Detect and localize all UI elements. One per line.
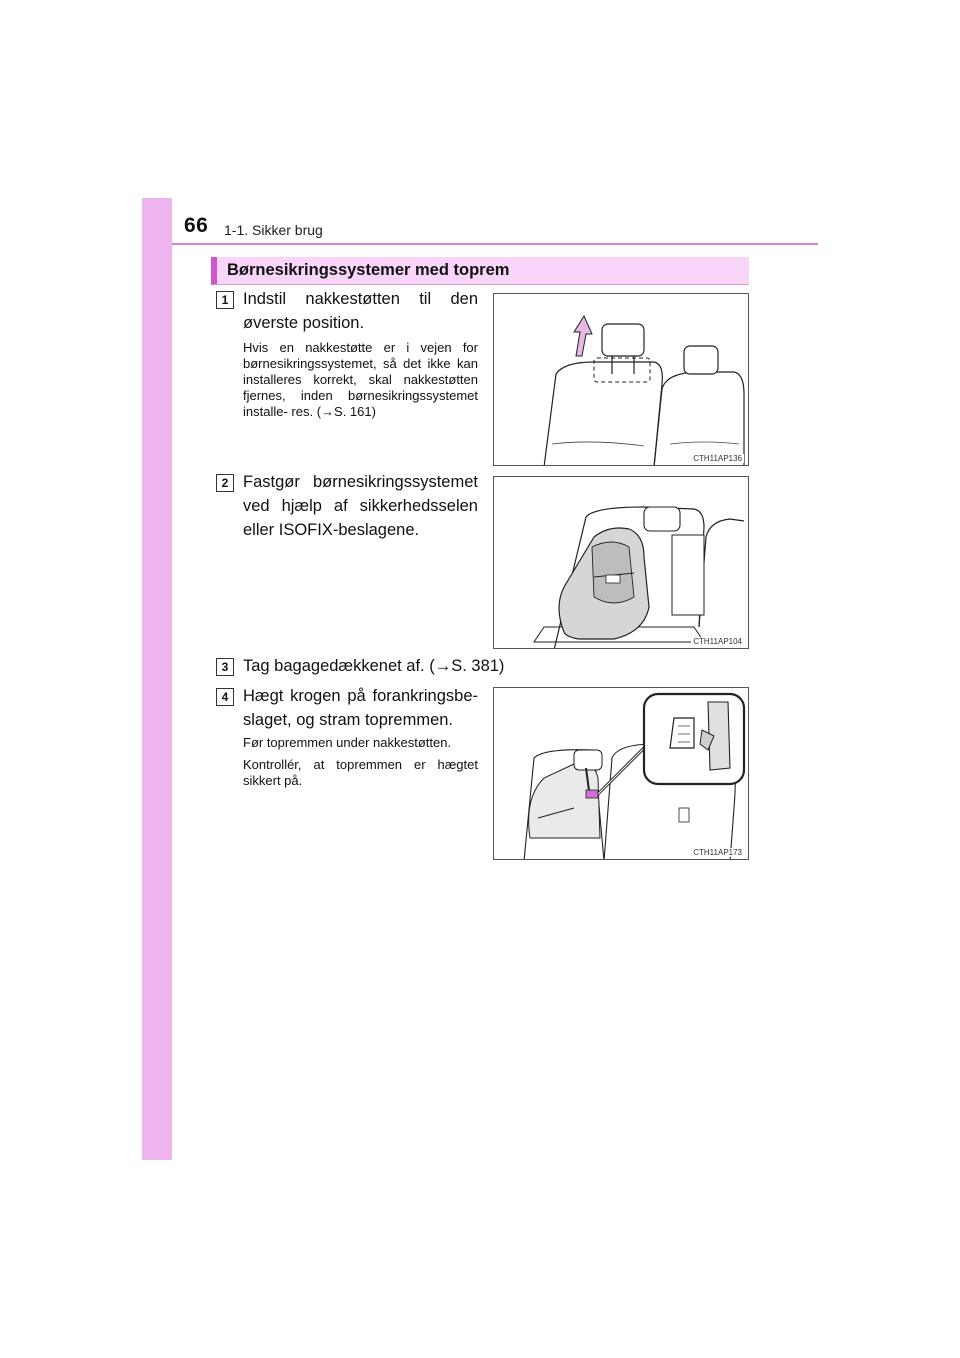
side-tab-bar bbox=[142, 198, 172, 1160]
figure-top-tether bbox=[493, 687, 749, 860]
step-2-text: Fastgør børnesikringssystemet ved hjælp af sikkerhedsselen eller ISOFIX-beslagene. bbox=[243, 473, 478, 539]
step-4-note-1: Før topremmen under nakkestøtten. bbox=[243, 735, 452, 750]
header-rule bbox=[172, 243, 818, 245]
breadcrumb: 1-1. Sikker brug bbox=[224, 222, 323, 238]
figure-headrest-raise bbox=[493, 293, 749, 466]
child-seat-illustration bbox=[494, 477, 749, 649]
step-number-3: 3 bbox=[216, 658, 234, 676]
step-1-text: Indstil nakkestøtten til den øverste position. bbox=[243, 290, 478, 332]
step-4-note-2: Kontrollér, at topremmen er hægtet sikkert på. bbox=[243, 757, 478, 788]
figure-child-seat bbox=[493, 476, 749, 649]
step-number-2: 2 bbox=[216, 474, 234, 492]
step-number-4: 4 bbox=[216, 688, 234, 706]
section-title-text: Børnesikringssystemer med toprem bbox=[227, 261, 510, 279]
page-number: 66 bbox=[184, 214, 209, 237]
figure-code-2: CTH11AP104 bbox=[693, 637, 742, 646]
step-number-1: 1 bbox=[216, 291, 234, 309]
step-3-text: Tag bagagedækkenet af. (→S. 381) bbox=[243, 657, 505, 675]
step-4-text: Hægt krogen på forankringsbe- slaget, og stram topremmen. bbox=[243, 687, 478, 729]
figure-code-4: CTH11AP173 bbox=[693, 848, 742, 857]
figure-code-1: CTH11AP136 bbox=[693, 454, 742, 463]
top-tether-illustration bbox=[494, 688, 749, 860]
headrest-illustration bbox=[494, 294, 749, 466]
step-1-note: Hvis en nakkestøtte er i vejen for børnesikringssystemet, så det ikke kan installeres korrekt, skal nakkestøtten fjernes, inden børnesikringssystemet installe- res. (→S. 161) bbox=[243, 340, 478, 419]
section-title bbox=[211, 257, 749, 285]
